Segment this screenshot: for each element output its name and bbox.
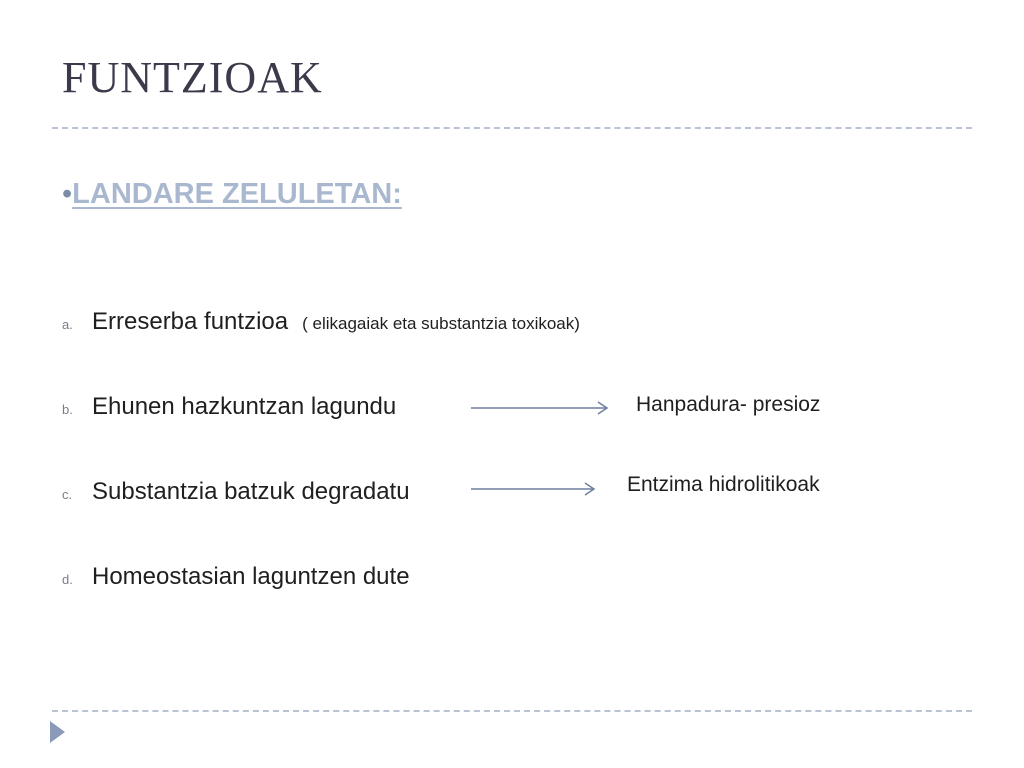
list-item-d [62, 563, 410, 591]
list-item-c [62, 478, 410, 506]
result-label-b: Hanpadura- presioz [636, 393, 821, 416]
arrow-right-icon [470, 482, 610, 496]
heading-text: LANDARE ZELULETAN: [72, 178, 402, 210]
list-item-a [62, 308, 580, 336]
bottom-divider [52, 710, 972, 712]
result-label-c: Entzima hidrolitikoak [627, 473, 820, 496]
list-item-note: ( elikagaiak eta substantzia toxikoak) [302, 314, 580, 333]
list-marker: c. [62, 487, 73, 502]
list-marker: a. [62, 317, 73, 332]
heading-bullet: • [62, 178, 73, 210]
list-item-text: Erreserba funtzioa [92, 308, 289, 335]
slide-title: FUNTZIOAK [62, 53, 323, 102]
list-item-b [62, 393, 396, 421]
play-triangle-icon[interactable] [50, 721, 65, 743]
top-divider [52, 127, 972, 129]
list-item-text: Ehunen hazkuntzan lagundu [92, 393, 397, 420]
list-marker: b. [62, 402, 73, 417]
list-marker: d. [62, 572, 73, 587]
list-item-text: Homeostasian laguntzen dute [92, 563, 410, 590]
section-heading [62, 178, 402, 211]
arrow-right-icon [470, 401, 610, 415]
list-item-text: Substantzia batzuk degradatu [92, 478, 410, 505]
